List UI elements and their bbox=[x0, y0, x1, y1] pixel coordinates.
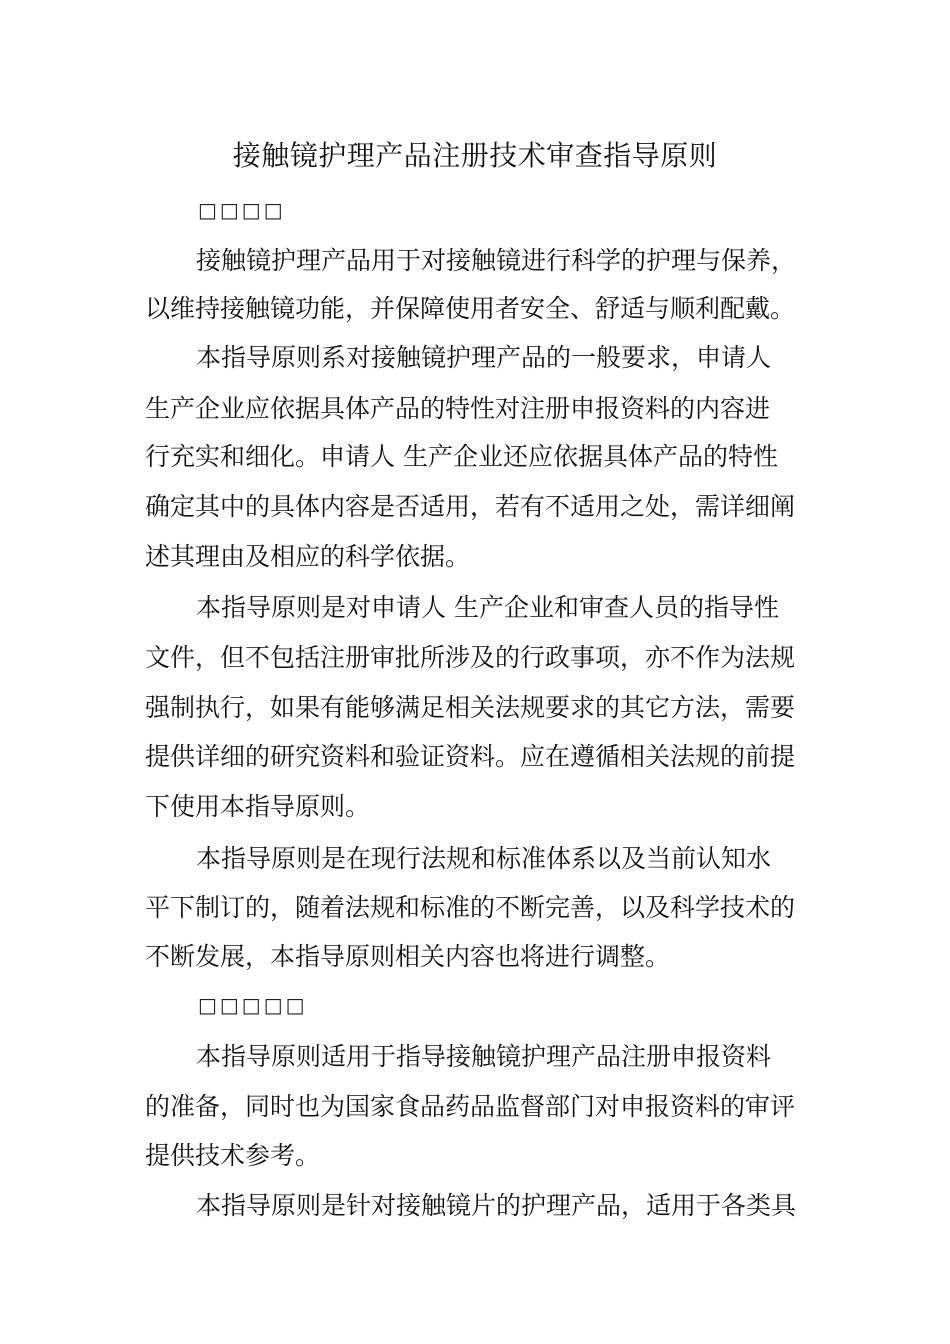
text-line: 本指导原则是对申请人 生产企业和审查人员的指导性 bbox=[196, 593, 779, 622]
text-line: 不断发展，本指导原则相关内容也将进行调整。 bbox=[145, 942, 671, 971]
text-line: 强制执行，如果有能够满足相关法规要求的其它方法，需要 bbox=[145, 693, 796, 722]
text-line: 提供详细的研究资料和验证资料。应在遵循相关法规的前提 bbox=[145, 742, 796, 771]
section-heading: □□□□ bbox=[198, 198, 286, 222]
text-line: 文件，但不包括注册审批所涉及的行政事项，亦不作为法规 bbox=[145, 643, 796, 672]
text-line: 本指导原则适用于指导接触镜护理产品注册申报资料 bbox=[196, 1042, 772, 1071]
text-line: 行充实和细化。申请人 生产企业还应依据具体产品的特性 bbox=[145, 442, 778, 471]
text-line: 本指导原则是在现行法规和标准体系以及当前认知水 bbox=[196, 844, 772, 873]
text-line: 确定其中的具体内容是否适用，若有不适用之处，需详细阐 bbox=[145, 492, 796, 521]
text-line: 提供技术参考。 bbox=[145, 1141, 321, 1170]
text-line: 平下制订的，随着法规和标准的不断完善，以及科学技术的 bbox=[145, 893, 796, 922]
text-line: 以维持接触镜功能，并保障使用者安全、舒适与顺利配戴。 bbox=[145, 294, 796, 323]
text-line: 的准备，同时也为国家食品药品监督部门对申报资料的审评 bbox=[145, 1092, 796, 1121]
section-heading: □□□□□ bbox=[198, 993, 308, 1017]
text-line: 本指导原则系对接触镜护理产品的一般要求，申请人 bbox=[196, 343, 772, 372]
text-line: 下使用本指导原则。 bbox=[145, 792, 371, 821]
text-line: 述其理由及相应的科学依据。 bbox=[145, 542, 471, 571]
text-line: 接触镜护理产品用于对接触镜进行科学的护理与保养， bbox=[196, 246, 797, 275]
text-line: 生产企业应依据具体产品的特性对注册申报资料的内容进 bbox=[145, 394, 771, 423]
text-line: 本指导原则是针对接触镜片的护理产品，适用于各类具 bbox=[196, 1191, 797, 1220]
document-title: 接触镜护理产品注册技术审查指导原则 bbox=[232, 139, 718, 172]
